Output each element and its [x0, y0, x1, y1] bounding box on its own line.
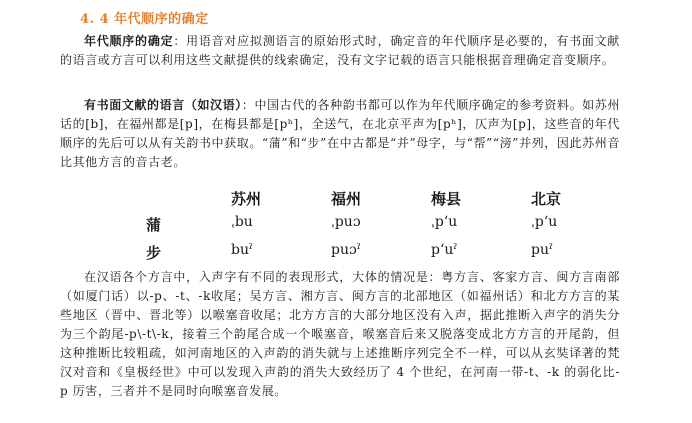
- table-cell: ˌpʻu: [431, 214, 458, 230]
- paragraph-body: ：用语音对应拟测语言的原始形式时，确定音的年代顺序是必要的，有书面文献的语言或方言可以利用这些文献提供的线索确定，没有文字记载的语言只能根据音理确定音变顺序。: [60, 34, 620, 67]
- column-header-meixian: 梅县: [431, 190, 462, 208]
- column-header-suzhou: 苏州: [231, 190, 262, 208]
- paragraph-lead-term: 有书面文献的语言（如汉语）: [84, 98, 242, 112]
- table-cell: ˌpʻu: [531, 214, 558, 230]
- table-row: [146, 214, 566, 238]
- table-cell: ˌbu: [231, 214, 253, 230]
- row-header-character: 蒲: [146, 216, 162, 234]
- paragraph-chronological-order: [60, 32, 620, 70]
- section-heading: 4. 4 年代顺序的确定: [80, 12, 209, 27]
- table-cell: ˌpuɔ: [331, 214, 361, 230]
- table-cell: buˀ: [231, 242, 253, 258]
- paragraph-lead-term: 年代顺序的确定: [84, 34, 174, 48]
- table-header-row: [146, 188, 566, 212]
- paragraph-written-languages: [60, 96, 620, 172]
- column-header-fuzhou: 福州: [331, 190, 362, 208]
- table-row: [146, 242, 566, 266]
- paragraph-body: ：中国古代的各种韵书都可以作为年代顺序确定的参考资料。如苏州话的[b]，在福州都是[p]，在梅县都是[pʰ]，全送气，在北京平声为[pʰ]，仄声为[p]，这些音的年代顺序的先后可以从有关韵书中获取。“蒲”和“步”在中古都是“并”母字，与“帮”“滂”并列，因此苏州音比其他方言的音古老。: [60, 98, 620, 169]
- table-cell: puˀ: [531, 242, 553, 258]
- table-cell: puɔˀ: [331, 242, 361, 258]
- paragraph-entering-tone: 在汉语各个方言中，入声字有不同的表现形式，大体的情况是：粤方言、客家方言、闽方言南部（如厦门话）以-p、-t、-k收尾；吴方言、湘方言、闽方言的北部地区（如福州话）和北方方言的某些地区（晋中、晋北等）以喉塞音收尾；北方方言的大部分地区没有入声，据此推断入声字的消失分为三个韵尾-p\-t\-k，接着三个韵尾合成一个喉塞音，喉塞音后来又脱落变成北方方言的开尾韵，但这种推断比较粗疏，如河南地区的入声韵的消失就与上述推断序列完全不一样，可以从玄奘译著的梵汉对音和《皇极经世》中可以发现入声韵的消失大致经历了 4 个世纪，在河南一带-t、-k 的弱化比-p 厉害，三者并不是同时向喉塞音发展。: [60, 270, 620, 398]
- column-header-beijing: 北京: [531, 190, 562, 208]
- table-cell: pʻuˀ: [431, 242, 458, 258]
- row-header-character: 步: [146, 244, 162, 262]
